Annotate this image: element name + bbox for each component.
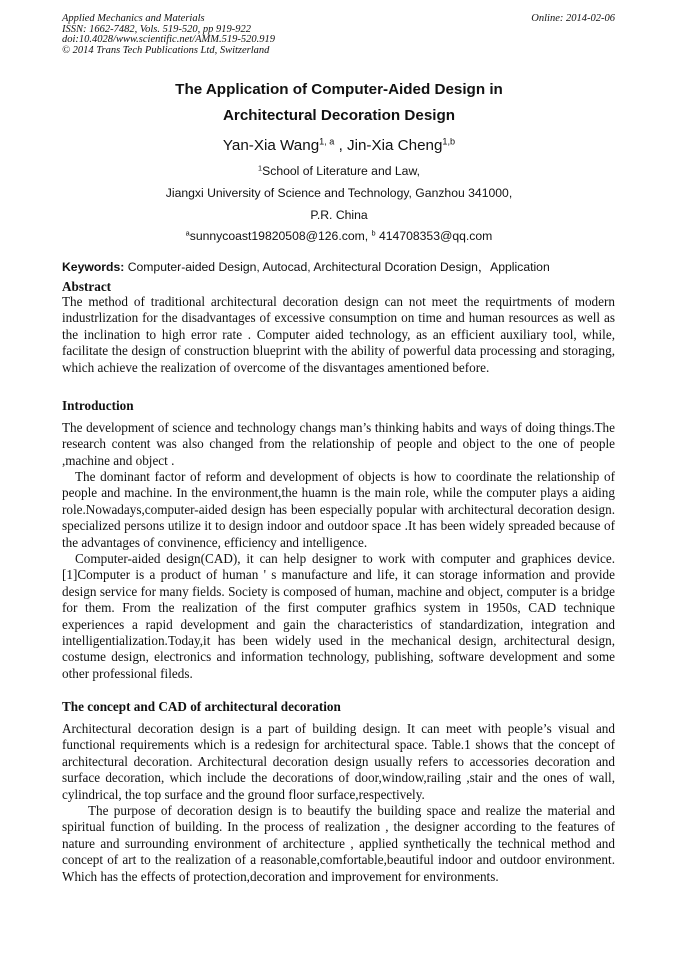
doi-line: doi:10.4028/www.scientific.net/AMM.519-520.919 [62, 34, 275, 46]
email-mark-a: a [185, 228, 190, 238]
issn-line: ISSN: 1662-7482, Vols. 519-520, pp 919-922 [62, 23, 251, 35]
introduction-heading: Introduction [62, 398, 134, 413]
paragraph: Computer-aided design(CAD), it can help designer to work with computer and graphices device.[1]Computer is a product of human ' s manufacture and life, it can storage information and provide design service for many fields. Society is composed of human, machine and object, computer is a bridge for them. From the realization of the first computer grafhics system in 1950s, CAD technique experiences a rapid development and gain the characteristics of standardization, integration and intelligentialization.Today,it has been widely used in the mechanical design, architectural design, costume design, electronics and information technology, publishing, software development and some other professional fileds. [62, 551, 615, 681]
author-emails [0, 229, 678, 243]
keywords-label: Keywords: [62, 260, 125, 274]
affiliation-line-1 [0, 164, 678, 178]
affiliation-line-3: P.R. China [310, 208, 368, 222]
affiliation-text: School of Literature and Law, [262, 164, 420, 178]
introduction-paragraph-2 [62, 469, 615, 551]
author-affiliation-mark: 1,b [442, 136, 456, 147]
email-b[interactable]: 414708353@qq.com [375, 229, 493, 243]
abstract-heading: Abstract [62, 279, 112, 294]
paper-title-line-1: The Application of Computer-Aided Design in [175, 81, 503, 98]
paragraph: Architectural decoration design is a part of building design. It can meet with people’s visual and functional requirements which is a redesign for architectural space. Table.1 shows that the concept of architectural decoration. Architectural decoration design usually refers to accessories decoration and surface decoration, which include the decorations of door,window,railing ,stair and the ones of wall, cylindrical, the top surface and the ground floor surface,respectively. [62, 721, 615, 802]
email-a[interactable]: sunnycoast19820508@126.com, [189, 229, 372, 243]
concept-heading: The concept and CAD of architectural decoration [62, 699, 341, 714]
abstract-paragraph: The method of traditional architectural decoration design can not meet the requirtments of modern industrlization for the disadvantages of excessive consumption on time and human resources as well as the inclination to high error rate . Computer aided technology, as an efficient auxiliary tool, while, facilitate the design of construction blueprint with the ability of powerful data processing and storaging, which achieve the realization of overcome of the disvantages amentioned before. [62, 294, 615, 375]
paragraph: The dominant factor of reform and development of objects is how to coordinate the relationship of people and machine. In the environment,the huamn is the main role, while the computer plays a aiding role.Nowadays,computer-aided design has been especially popular with architectural decoration design. specialized persons utilize it to design indoor and outdoor space .It has been widely spreaded because of the advantages of convinence, efficiency and intelligence. [62, 469, 615, 550]
paragraph: The development of science and technology changs man’s thinking habits and ways of doing things.The research content was also changed from the relationship of people and object to the one of people ,machine and object . [62, 420, 615, 468]
online-date: Online: 2014-02-06 [531, 13, 615, 24]
concept-paragraph-1 [62, 721, 615, 803]
affiliation-line-2: Jiangxi University of Science and Technology, Ganzhou 341000, [165, 186, 513, 200]
paper-title-line-2: Architectural Decoration Design [222, 107, 456, 124]
author-separator: , [334, 137, 348, 154]
author-name: Jin-Xia Cheng [347, 137, 443, 154]
journal-name: Applied Mechanics and Materials [62, 13, 205, 24]
journal-metadata [62, 14, 275, 56]
author-list [0, 137, 678, 154]
introduction-paragraph-3 [62, 551, 615, 682]
email-mark-b: b [371, 228, 376, 238]
copyright-line: © 2014 Trans Tech Publications Ltd, Switzerland [62, 44, 270, 56]
paragraph: The purpose of decoration design is to beautify the building space and realize the material and spiritual function of building. In the process of realization , the designer according to the features of nature and surrounding environment of architecture , applied synthetically the technical method and concept of art to the realization of a reasonable,comfortable,beautiful indoor and outdoor environment. Which has the effects of protection,decoration and improvement for environments. [62, 803, 615, 884]
introduction-paragraph-1 [62, 420, 615, 469]
keywords [62, 258, 622, 275]
concept-paragraph-2 [62, 803, 615, 885]
keywords-list: Computer-aided Design, Autocad, Architectural Dcoration Design，Application [124, 260, 550, 274]
affiliation-mark: 1 [258, 163, 263, 173]
author-affiliation-mark: 1, a [319, 136, 335, 147]
abstract-text [62, 294, 615, 376]
author-name: Yan-Xia Wang [222, 137, 320, 154]
